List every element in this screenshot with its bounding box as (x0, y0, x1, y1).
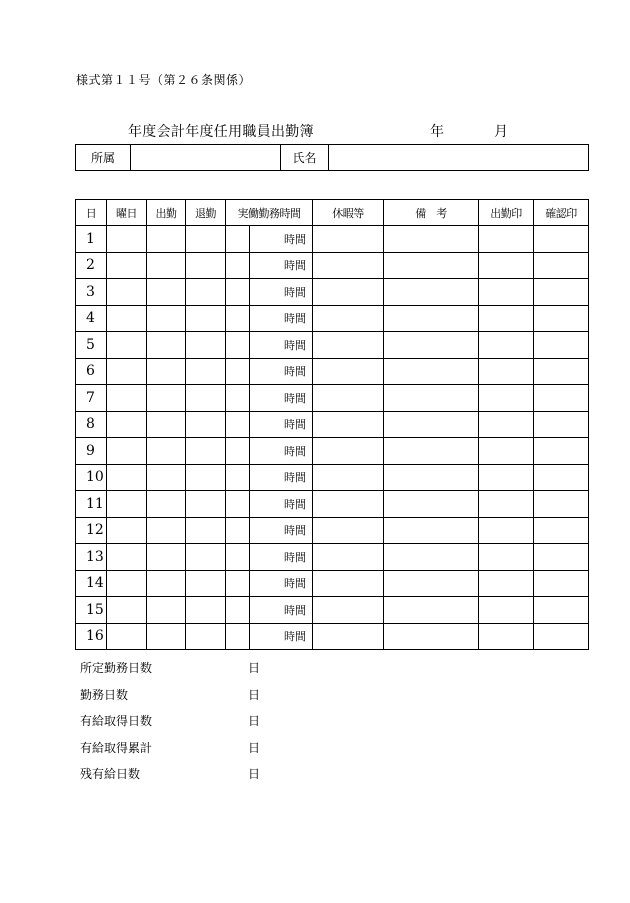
confirm-stamp-cell[interactable] (534, 544, 589, 571)
table-row (76, 491, 589, 518)
leave-cell[interactable] (313, 570, 384, 597)
remarks-cell[interactable] (384, 411, 479, 438)
hours-input-cell[interactable] (226, 411, 250, 438)
leave-cell[interactable] (313, 226, 384, 253)
day-number: 16 (76, 623, 107, 650)
hours-input-cell[interactable] (226, 252, 250, 279)
hours-input-cell[interactable] (226, 491, 250, 518)
table-row (76, 517, 589, 544)
summary-row (80, 735, 280, 762)
clock-out-cell[interactable] (186, 570, 226, 597)
summary-label: 勤務日数 (80, 687, 129, 702)
clock-in-cell[interactable] (147, 252, 186, 279)
leave-cell[interactable] (313, 517, 384, 544)
attendance-stamp-cell[interactable] (479, 438, 534, 465)
confirm-stamp-cell[interactable] (534, 517, 589, 544)
month-label: 月 (494, 124, 508, 140)
weekday-cell[interactable] (107, 544, 147, 571)
summary-section (80, 655, 280, 788)
attendance-stamp-cell[interactable] (479, 517, 534, 544)
attendance-stamp-cell[interactable] (479, 332, 534, 359)
leave-cell[interactable] (313, 411, 384, 438)
day-number: 5 (76, 332, 107, 359)
clock-out-cell[interactable] (186, 544, 226, 571)
employee-info-table (75, 144, 589, 171)
header-weekday: 曜日 (107, 200, 147, 226)
clock-in-cell[interactable] (147, 332, 186, 359)
summary-label: 所定勤務日数 (80, 661, 153, 675)
hours-unit: 時間 (250, 411, 313, 438)
remarks-cell[interactable] (384, 597, 479, 624)
table-row (76, 332, 589, 359)
attendance-stamp-cell[interactable] (479, 544, 534, 571)
day-number: 4 (76, 305, 107, 332)
leave-cell[interactable] (313, 491, 384, 518)
weekday-cell[interactable] (107, 623, 147, 650)
table-row (76, 385, 589, 412)
hours-input-cell[interactable] (226, 517, 250, 544)
remarks-cell[interactable] (384, 544, 479, 571)
summary-unit: 日 (248, 740, 261, 755)
clock-in-cell[interactable] (147, 623, 186, 650)
attendance-stamp-cell[interactable] (479, 226, 534, 253)
table-row (76, 279, 589, 306)
leave-cell[interactable] (313, 438, 384, 465)
remarks-cell[interactable] (384, 226, 479, 253)
header-leave: 休暇等 (313, 200, 384, 226)
clock-out-cell[interactable] (186, 491, 226, 518)
year-label: 年 (430, 124, 444, 140)
remarks-cell[interactable] (384, 279, 479, 306)
header-clock-out: 退勤 (186, 200, 226, 226)
attendance-stamp-cell[interactable] (479, 385, 534, 412)
clock-out-cell[interactable] (186, 597, 226, 624)
confirm-stamp-cell[interactable] (534, 623, 589, 650)
clock-in-cell[interactable] (147, 491, 186, 518)
attendance-stamp-cell[interactable] (479, 570, 534, 597)
hours-unit: 時間 (250, 305, 313, 332)
hours-unit: 時間 (250, 385, 313, 412)
day-number: 7 (76, 385, 107, 412)
affiliation-label: 所属 (76, 145, 131, 171)
summary-label: 残有給日数 (80, 767, 141, 781)
hours-input-cell[interactable] (226, 544, 250, 571)
hours-unit: 時間 (250, 438, 313, 465)
header-clock-in: 出勤 (147, 200, 186, 226)
remarks-cell[interactable] (384, 623, 479, 650)
summary-label: 有給取得累計 (80, 740, 153, 755)
remarks-cell[interactable] (384, 385, 479, 412)
leave-cell[interactable] (313, 279, 384, 306)
clock-out-cell[interactable] (186, 517, 226, 544)
hours-unit: 時間 (250, 623, 313, 650)
table-row (76, 597, 589, 624)
remarks-cell[interactable] (384, 438, 479, 465)
day-number: 13 (76, 544, 107, 571)
day-number: 6 (76, 358, 107, 385)
day-number: 14 (76, 570, 107, 597)
hours-unit: 時間 (250, 279, 313, 306)
table-row (76, 544, 589, 571)
remarks-cell[interactable] (384, 464, 479, 491)
summary-unit: 日 (248, 714, 261, 728)
confirm-stamp-cell[interactable] (534, 279, 589, 306)
weekday-cell[interactable] (107, 411, 147, 438)
table-row (76, 570, 589, 597)
day-number: 1 (76, 226, 107, 253)
hours-unit: 時間 (250, 491, 313, 518)
weekday-cell[interactable] (107, 252, 147, 279)
day-number: 9 (76, 438, 107, 465)
hours-input-cell[interactable] (226, 305, 250, 332)
leave-cell[interactable] (313, 305, 384, 332)
remarks-cell[interactable] (384, 252, 479, 279)
header-day: 日 (76, 200, 107, 226)
weekday-cell[interactable] (107, 464, 147, 491)
remarks-cell[interactable] (384, 517, 479, 544)
clock-in-cell[interactable] (147, 438, 186, 465)
summary-row (80, 708, 280, 735)
attendance-table (75, 199, 589, 650)
clock-out-cell[interactable] (186, 358, 226, 385)
table-row (76, 438, 589, 465)
leave-cell[interactable] (313, 544, 384, 571)
summary-row (80, 682, 280, 709)
clock-in-cell[interactable] (147, 358, 186, 385)
confirm-stamp-cell[interactable] (534, 226, 589, 253)
confirm-stamp-cell[interactable] (534, 411, 589, 438)
clock-out-cell[interactable] (186, 623, 226, 650)
form-number: 様式第１１号（第２６条関係） (76, 73, 252, 87)
summary-unit: 日 (248, 767, 261, 781)
header-remarks: 備 考 (384, 200, 479, 226)
hours-input-cell[interactable] (226, 332, 250, 359)
leave-cell[interactable] (313, 358, 384, 385)
remarks-cell[interactable] (384, 358, 479, 385)
remarks-cell[interactable] (384, 332, 479, 359)
clock-in-cell[interactable] (147, 517, 186, 544)
remarks-cell[interactable] (384, 570, 479, 597)
table-row (76, 358, 589, 385)
attendance-stamp-cell[interactable] (479, 464, 534, 491)
summary-unit: 日 (248, 687, 261, 702)
table-row (76, 252, 589, 279)
clock-in-cell[interactable] (147, 305, 186, 332)
weekday-cell[interactable] (107, 332, 147, 359)
confirm-stamp-cell[interactable] (534, 491, 589, 518)
hours-input-cell[interactable] (226, 358, 250, 385)
weekday-cell[interactable] (107, 358, 147, 385)
clock-in-cell[interactable] (147, 411, 186, 438)
summary-label: 有給取得日数 (80, 714, 153, 728)
remarks-cell[interactable] (384, 305, 479, 332)
hours-unit: 時間 (250, 358, 313, 385)
day-number: 3 (76, 279, 107, 306)
attendance-stamp-cell[interactable] (479, 252, 534, 279)
clock-out-cell[interactable] (186, 438, 226, 465)
attendance-stamp-cell[interactable] (479, 597, 534, 624)
day-number: 15 (76, 597, 107, 624)
weekday-cell[interactable] (107, 226, 147, 253)
hours-unit: 時間 (250, 226, 313, 253)
table-row (76, 623, 589, 650)
summary-row (80, 655, 280, 682)
table-row (76, 226, 589, 253)
summary-row (80, 761, 280, 788)
weekday-cell[interactable] (107, 597, 147, 624)
hours-input-cell[interactable] (226, 438, 250, 465)
hours-input-cell[interactable] (226, 623, 250, 650)
day-number: 10 (76, 464, 107, 491)
attendance-stamp-cell[interactable] (479, 491, 534, 518)
weekday-cell[interactable] (107, 570, 147, 597)
confirm-stamp-cell[interactable] (534, 438, 589, 465)
day-number: 12 (76, 517, 107, 544)
clock-out-cell[interactable] (186, 411, 226, 438)
hours-unit: 時間 (250, 597, 313, 624)
attendance-rows (76, 226, 589, 650)
clock-in-cell[interactable] (147, 385, 186, 412)
clock-out-cell[interactable] (186, 279, 226, 306)
attendance-stamp-cell[interactable] (479, 305, 534, 332)
weekday-cell[interactable] (107, 438, 147, 465)
affiliation-field[interactable] (131, 145, 281, 171)
hours-unit: 時間 (250, 570, 313, 597)
clock-in-cell[interactable] (147, 544, 186, 571)
summary-unit: 日 (248, 661, 261, 675)
hours-unit: 時間 (250, 544, 313, 571)
clock-out-cell[interactable] (186, 385, 226, 412)
confirm-stamp-cell[interactable] (534, 385, 589, 412)
leave-cell[interactable] (313, 464, 384, 491)
hours-input-cell[interactable] (226, 226, 250, 253)
weekday-cell[interactable] (107, 385, 147, 412)
hours-input-cell[interactable] (226, 385, 250, 412)
attendance-stamp-cell[interactable] (479, 358, 534, 385)
clock-in-cell[interactable] (147, 279, 186, 306)
day-number: 8 (76, 411, 107, 438)
clock-out-cell[interactable] (186, 464, 226, 491)
hours-input-cell[interactable] (226, 597, 250, 624)
clock-out-cell[interactable] (186, 332, 226, 359)
hours-unit: 時間 (250, 464, 313, 491)
header-actual-hours: 実働勤務時間 (226, 200, 313, 226)
leave-cell[interactable] (313, 252, 384, 279)
name-label: 氏名 (281, 145, 329, 171)
page-title: 年度会計年度任用職員出勤簿 (128, 124, 314, 140)
header-attendance-stamp: 出勤印 (479, 200, 534, 226)
leave-cell[interactable] (313, 597, 384, 624)
leave-cell[interactable] (313, 385, 384, 412)
leave-cell[interactable] (313, 332, 384, 359)
confirm-stamp-cell[interactable] (534, 358, 589, 385)
clock-in-cell[interactable] (147, 597, 186, 624)
header-confirm-stamp: 確認印 (534, 200, 589, 226)
clock-in-cell[interactable] (147, 464, 186, 491)
attendance-stamp-cell[interactable] (479, 623, 534, 650)
confirm-stamp-cell[interactable] (534, 332, 589, 359)
hours-input-cell[interactable] (226, 464, 250, 491)
confirm-stamp-cell[interactable] (534, 570, 589, 597)
weekday-cell[interactable] (107, 279, 147, 306)
clock-out-cell[interactable] (186, 305, 226, 332)
remarks-cell[interactable] (384, 491, 479, 518)
table-row (76, 411, 589, 438)
leave-cell[interactable] (313, 623, 384, 650)
day-number: 11 (76, 491, 107, 518)
confirm-stamp-cell[interactable] (534, 252, 589, 279)
weekday-cell[interactable] (107, 517, 147, 544)
hours-input-cell[interactable] (226, 570, 250, 597)
confirm-stamp-cell[interactable] (534, 305, 589, 332)
confirm-stamp-cell[interactable] (534, 464, 589, 491)
clock-out-cell[interactable] (186, 226, 226, 253)
hours-unit: 時間 (250, 332, 313, 359)
table-header-row (76, 200, 589, 226)
clock-out-cell[interactable] (186, 252, 226, 279)
hours-input-cell[interactable] (226, 279, 250, 306)
hours-unit: 時間 (250, 517, 313, 544)
table-row (76, 464, 589, 491)
confirm-stamp-cell[interactable] (534, 597, 589, 624)
hours-unit: 時間 (250, 252, 313, 279)
attendance-stamp-cell[interactable] (479, 411, 534, 438)
attendance-stamp-cell[interactable] (479, 279, 534, 306)
weekday-cell[interactable] (107, 305, 147, 332)
clock-in-cell[interactable] (147, 570, 186, 597)
clock-in-cell[interactable] (147, 226, 186, 253)
name-field[interactable] (329, 145, 589, 171)
weekday-cell[interactable] (107, 491, 147, 518)
table-row (76, 305, 589, 332)
day-number: 2 (76, 252, 107, 279)
